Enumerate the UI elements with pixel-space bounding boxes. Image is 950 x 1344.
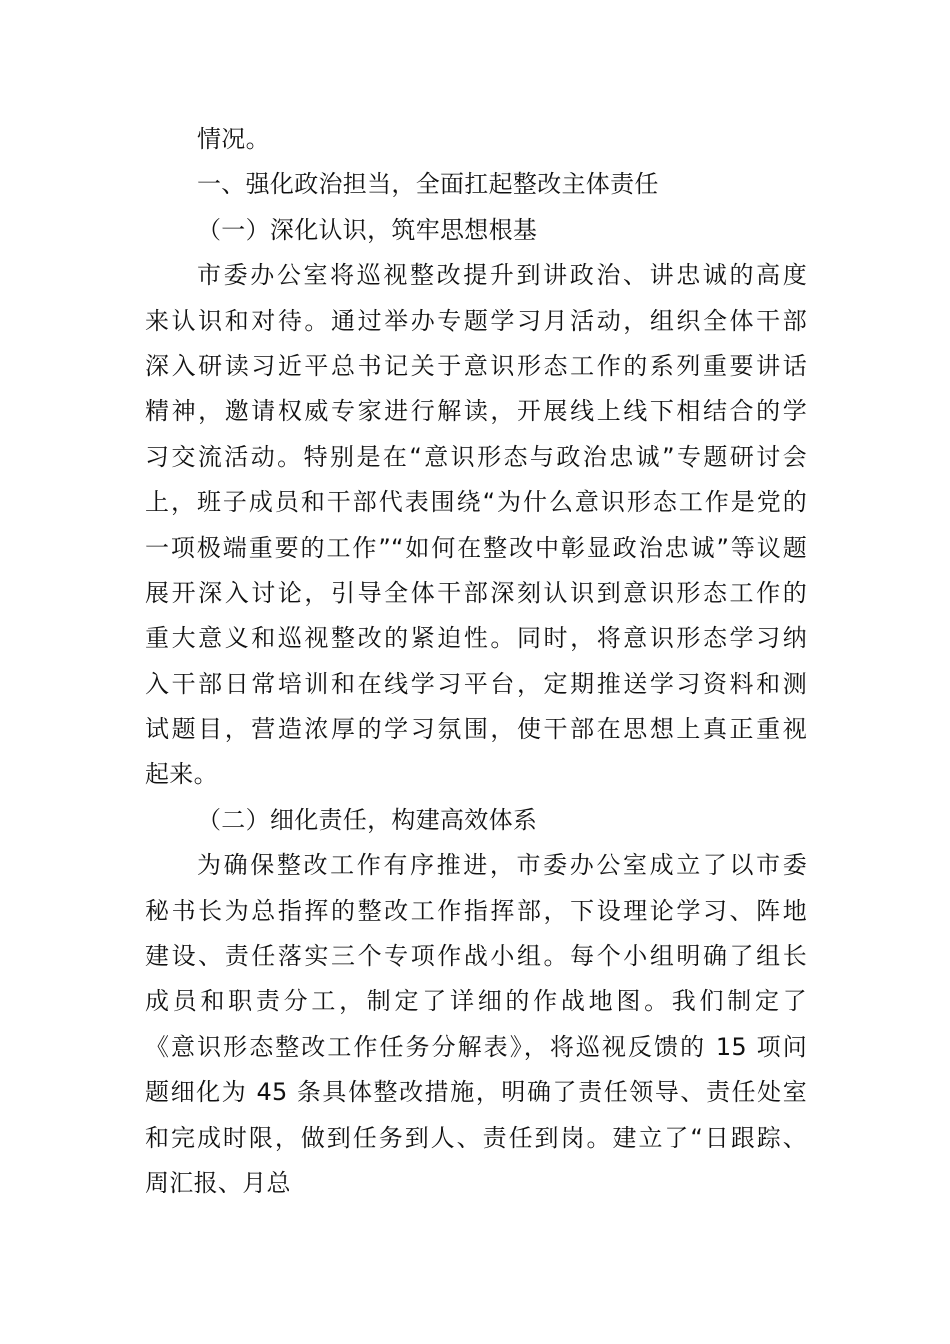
paragraph-line: 重大意义和巡视整改的紧迫性。同时，将意识形态学习纳 <box>145 624 807 653</box>
paragraph-line: 来认识和对待。通过举办专题学习月活动，组织全体干部 <box>145 306 807 335</box>
paragraph-line: 一项极端重要的工作”“如何在整改中彰显政治忠诚”等议题 <box>145 533 807 562</box>
paragraph-line: 试题目，营造浓厚的学习氛围，使干部在思想上真正重视 <box>145 715 807 744</box>
paragraph-line: 秘书长为总指挥的整改工作指挥部，下设理论学习、阵地 <box>145 896 807 925</box>
subsection-heading: （一）深化认识，筑牢思想根基 <box>197 215 538 244</box>
paragraph-line: 入干部日常培训和在线学习平台，定期推送学习资料和测 <box>145 669 807 698</box>
paragraph-line: 建设、责任落实三个专项作战小组。每个小组明确了组长 <box>145 942 807 971</box>
paragraph-line: 深入研读习近平总书记关于意识形态工作的系列重要讲话 <box>145 351 807 380</box>
paragraph-line: 展开深入讨论，引导全体干部深刻认识到意识形态工作的 <box>145 578 807 607</box>
paragraph-line: 精神，邀请权威专家进行解读，开展线上线下相结合的学 <box>145 397 807 426</box>
paragraph-line: 和完成时限，做到任务到人、责任到岗。建立了“日跟踪、 <box>145 1123 807 1152</box>
paragraph-line: 成员和职责分工，制定了详细的作战地图。我们制定了 <box>145 987 807 1016</box>
paragraph-line: 习交流活动。特别是在“意识形态与政治忠诚”专题研讨会 <box>145 442 807 471</box>
document-page <box>145 117 807 1206</box>
paragraph-line: 《意识形态整改工作任务分解表》，将巡视反馈的 15 项问 <box>145 1032 807 1061</box>
paragraph-line: 情况。 <box>197 125 270 153</box>
paragraph-line: 为确保整改工作有序推进，市委办公室成立了以市委 <box>197 851 807 880</box>
paragraph-line: 题细化为 45 条具体整改措施，明确了责任领导、责任处室 <box>145 1078 807 1107</box>
paragraph-line: 起来。 <box>145 760 218 789</box>
paragraph-line: 市委办公室将巡视整改提升到讲政治、讲忠诚的高度 <box>197 261 807 290</box>
paragraph-line: 周汇报、月总 <box>145 1168 291 1197</box>
subsection-heading: （二）细化责任，构建高效体系 <box>197 805 538 834</box>
section-heading: 一、强化政治担当，全面扛起整改主体责任 <box>197 170 659 199</box>
paragraph-line: 上，班子成员和干部代表围绕“为什么意识形态工作是党的 <box>145 488 807 517</box>
